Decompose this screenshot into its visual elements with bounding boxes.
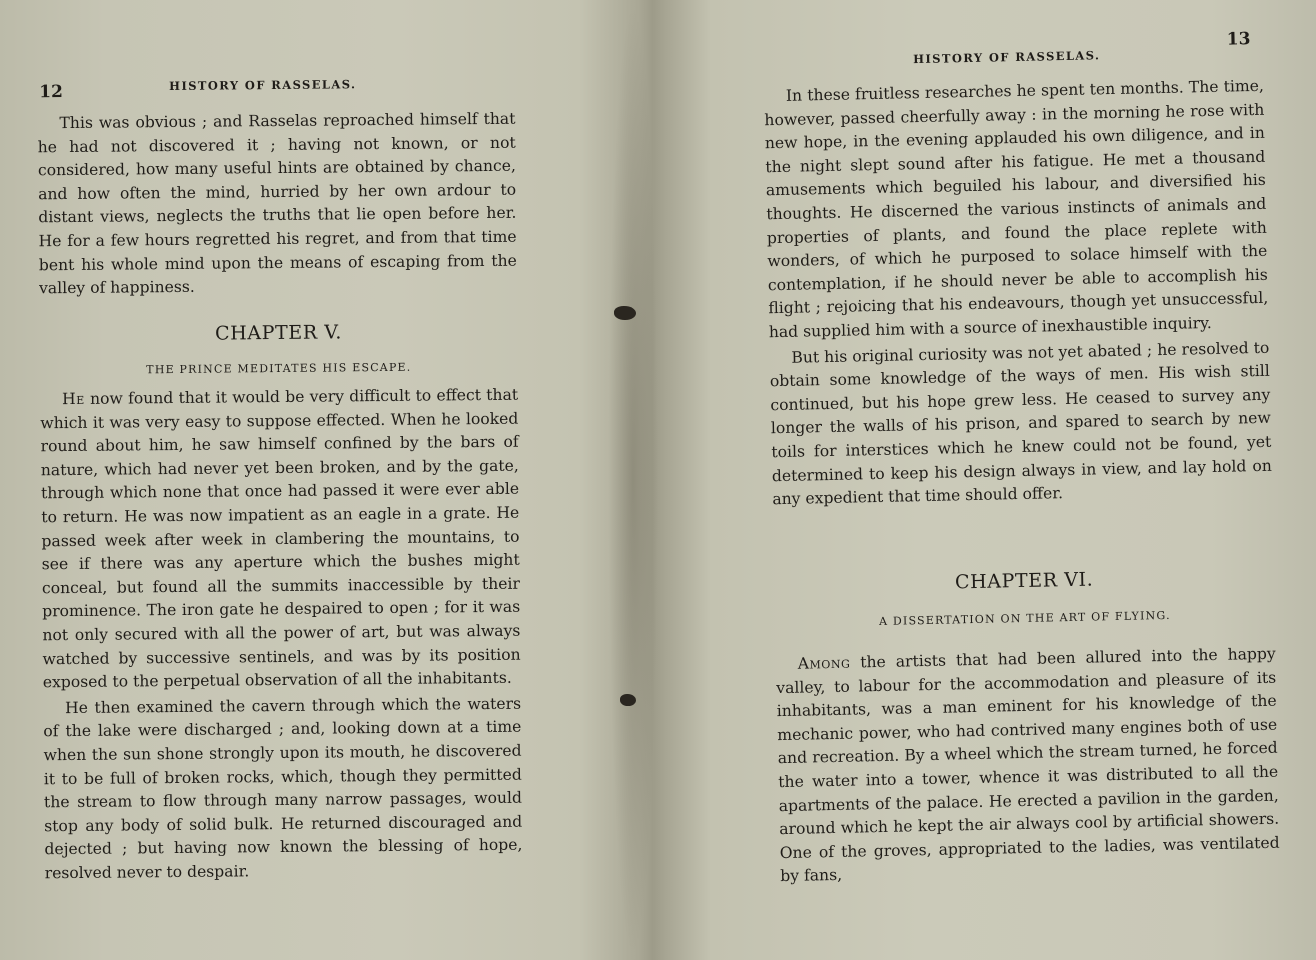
left-page (36, 0, 523, 960)
opening-paragraph: This was obvious ; and Rasselas reproached himself that he had not discovered it ; having not known, or not considered, how many useful hints are obtained by chance, and how often the mind, hurried by her own ardour to distant views, neglects the truths that lie open before her. He for a few hours regretted his regret, and from that time bent his whole mind upon the means of escaping from the valley of happiness. (37, 109, 517, 298)
chapter-v-paragraph-1 (40, 384, 521, 695)
right-page (762, 0, 1282, 960)
chapter-v-title: CHAPTER V. (214, 321, 343, 345)
gutter-shadow (608, 0, 658, 960)
paragraph-researches: In these fruitless researches he spent ten months. The time, however, passed cheerfully away : in the morning he rose with new hope, in the evening applauded his own diligence, and in the night slept sound after his fatigue. He met a thousand amusements which beguiled his labour, and diversified his thoughts. He discerned the various instincts of animals and properties of plants, and found the place replete with wonders, of which he purposed to solace himself with the contemplation, if he should never be able to accomplish his flight ; rejoicing that his endeavours, though yet unsuccessful, had supplied him with a source of inexhaustible inquiry. (764, 76, 1269, 342)
chapter-v-paragraph-2: He then examined the cavern through which the waters of the lake were discharged ; and, looking down at a time when the sun shone strongly upon its mouth, he discovered it to be full of broken rocks, which, though they permitted the stream to flow through many narrow passages, would stop any body of solid bulk. He returned discouraged and dejected ; but having now known the blessing of hope, resolved never to despair. (43, 694, 523, 883)
binding-stitch-bottom (620, 694, 636, 706)
running-head-left: HISTORY OF RASSELAS. (169, 77, 357, 94)
paragraph-curiosity: But his original curiosity was not yet abated ; he resolved to obtain some knowledge of the ways of men. His wish still continued, but his hope grew less. He ceased to survey any longer the walls of his prison, and spared to search by new toils for interstices which he knew could not be found, yet determined to keep his design always in view, and lay hold on any expedient that time should offer. (769, 338, 1272, 509)
chapter-vi-subtitle: A DISSERTATION ON THE ART OF FLYING. (878, 608, 1171, 629)
chapter-vi-title: CHAPTER VI. (954, 568, 1094, 594)
running-head-right: HISTORY OF RASSELAS. (913, 48, 1101, 67)
chapter-v-subtitle: THE PRINCE MEDITATES HIS ESCAPE. (146, 360, 412, 377)
paragraph-first-word: He (62, 389, 85, 409)
paragraph-first-word: Among (797, 653, 851, 673)
page-number-right: 13 (1226, 29, 1251, 50)
binding-stitch-top (614, 306, 636, 320)
paragraph-text: now found that it would be very difficult to effect that which it was very easy to suppose effected. When he looked round about him, he saw himself confined by the bars of nature, which had never yet been broken, and by the gate, through which none that once had passed it were ever able to return. He was now impatient as an eagle in a grate. He passed week after week in clambering the mountains, to see if there was any aperture which the bushes might conceal, but found all the summits inaccessible by their prominence. The iron gate he despaired to open ; for it was not only secured with all the power of art, but was always watched by successive sentinels, and was by its position exposed to the perpetual observation of all the inhabitants. (40, 385, 521, 692)
page-number-left: 12 (39, 82, 63, 103)
chapter-vi-paragraph-1 (776, 643, 1281, 889)
paragraph-text: the artists that had been allured into the happy valley, to labour for the accommodation and pleasure of its inhabitants, was a man eminent for his knowledge of the mechanic power, who had contrived many engines both of use and recreation. By a wheel which the stream turned, he forced the water into a tower, whence it was distributed to all the apartments of the palace. He erected a pavilion in the garden, around which he kept the air always cool by artificial showers. One of the groves, appropriated to the ladies, was ventilated by fans, (776, 644, 1280, 886)
